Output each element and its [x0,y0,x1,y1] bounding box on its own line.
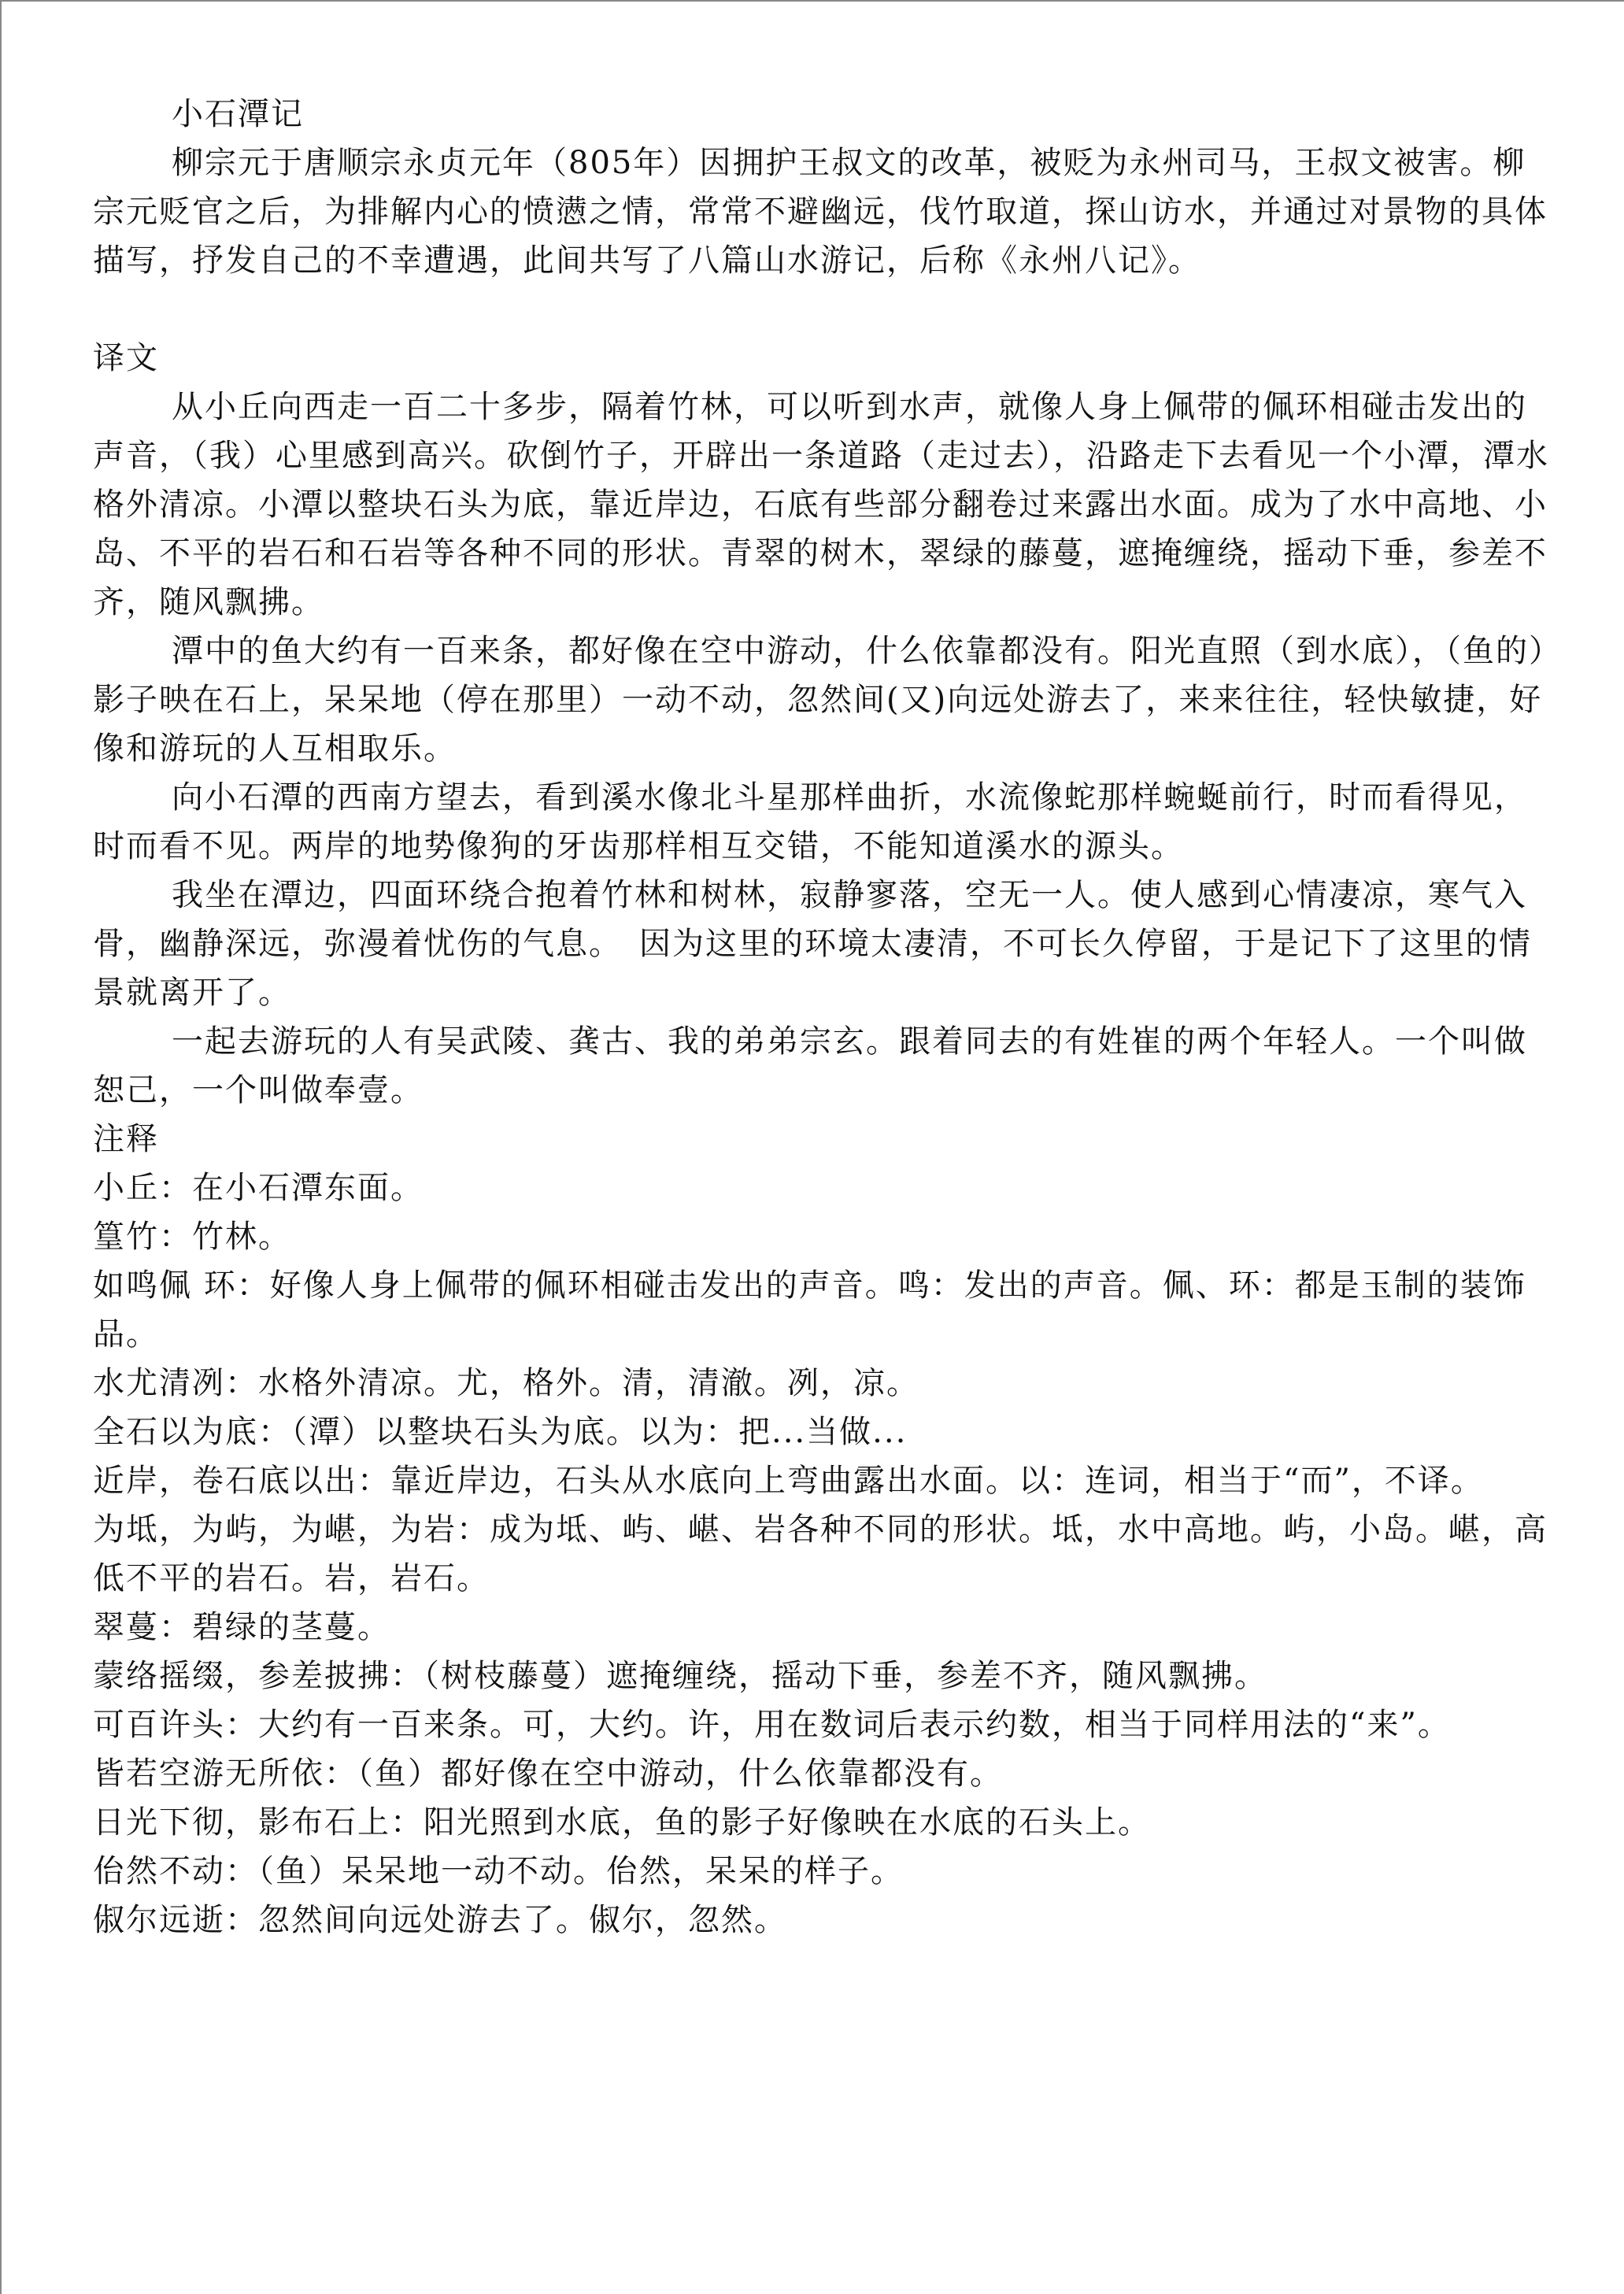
note-item: 翠蔓：碧绿的茎蔓。 [93,1609,390,1645]
note-item: 俶尔远逝：忽然间向远处游去了。俶尔，忽然。 [93,1902,787,1938]
translation-paragraph: 潭中的鱼大约有一百来条，都好像在空中游动，什么依靠都没有。阳光直照（到水底），（鱼的）影子映在石上，呆呆地（停在那里）一动不动，忽然间(又)向远处游去了，来来往往，轻快敏捷，好像和游玩的人互相取乐。 [93,633,1546,767]
note-item: 为坻，为屿，为嵁，为岩：成为坻、屿、嵁、岩各种不同的形状。坻，水中高地。屿，小岛。嵁，高低不平的岩石。岩，岩石。 [93,1511,1548,1597]
note-item: 日光下彻，影布石上：阳光照到水底，鱼的影子好像映在水底的石头上。 [93,1804,1151,1841]
intro-paragraph: 柳宗元于唐顺宗永贞元年（805年）因拥护王叔文的改革，被贬为永州司马，王叔文被害。柳宗元贬官之后，为排解内心的愤懑之情，常常不避幽远，伐竹取道，探山访水，并通过对景物的具体描写，抒发自己的不幸遭遇，此间共写了八篇山水游记，后称《永州八记》。 [93,145,1548,279]
note-item: 蒙络摇缀，参差披拂：（树枝藤蔓）遮掩缠绕，摇动下垂，参差不齐，随风飘拂。 [93,1658,1267,1694]
note-item: 小丘：在小石潭东面。 [93,1170,424,1206]
note-item: 可百许头：大约有一百来条。可，大约。许，用在数词后表示约数，相当于同样用法的“来”。 [93,1707,1451,1743]
note-item: 佁然不动：（鱼）呆呆地一动不动。佁然，呆呆的样子。 [93,1853,904,1889]
document-title: 小石潭记 [172,96,304,132]
note-item: 如鸣佩 环：好像人身上佩带的佩环相碰击发出的声音。鸣：发出的声音。佩、环：都是玉制的装饰品。 [93,1267,1526,1352]
note-item: 篁竹：竹林。 [93,1219,291,1255]
notes-heading: 注释 [93,1121,159,1157]
translation-heading: 译文 [93,340,159,376]
document-body [93,90,1549,1944]
note-item: 全石以为底：（潭）以整块石头为底。以为：把...当做... [93,1414,908,1450]
section-spacer [93,285,1549,334]
translation-paragraph: 向小石潭的西南方望去，看到溪水像北斗星那样曲折，水流像蛇那样蜿蜒前行，时而看得见，时而看不见。两岸的地势像狗的牙齿那样相互交错，不能知道溪水的源头。 [93,779,1527,864]
translation-paragraph: 从小丘向西走一百二十多步，隔着竹林，可以听到水声，就像人身上佩带的佩环相碰击发出的声音，（我）心里感到高兴。砍倒竹子，开辟出一条道路（走过去），沿路走下去看见一个小潭，潭水格外清凉。小潭以整块石头为底，靠近岸边，石底有些部分翻卷过来露出水面。成为了水中高地、小岛、不平的岩石和石岩等各种不同的形状。青翠的树木，翠绿的藤蔓，遮掩缠绕，摇动下垂，参差不齐，随风飘拂。 [93,389,1549,620]
note-item: 水尤清冽：水格外清凉。尤，格外。清，清澈。冽，凉。 [93,1365,919,1401]
translation-paragraph: 我坐在潭边，四面环绕合抱着竹林和树林，寂静寥落，空无一人。使人感到心情凄凉，寒气入骨，幽静深远，弥漫着忧伤的气息。 因为这里的环境太凄清，不可长久停留，于是记下了这里的情景就离开了。 [93,877,1532,1011]
translation-paragraph: 一起去游玩的人有吴武陵、龚古、我的弟弟宗玄。跟着同去的有姓崔的两个年轻人。一个叫做恕己，一个叫做奉壹。 [93,1023,1527,1108]
note-item: 近岸，卷石底以出：靠近岸边，石头从水底向上弯曲露出水面。以：连词，相当于“而”，不译。 [93,1463,1484,1499]
note-item: 皆若空游无所依：（鱼）都好像在空中游动，什么依靠都没有。 [93,1756,1003,1792]
